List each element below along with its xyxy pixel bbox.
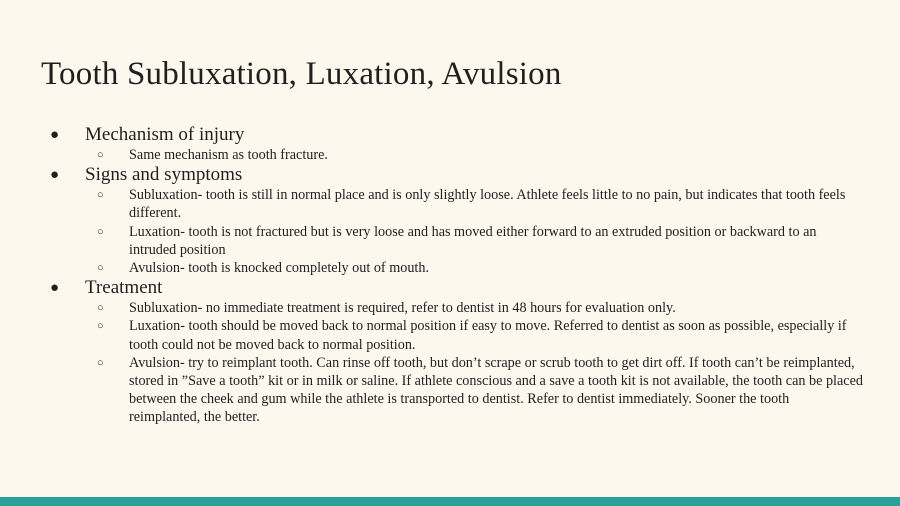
section-heading-text: Signs and symptoms bbox=[85, 164, 243, 186]
list-item bbox=[44, 317, 864, 353]
bullet-icon: ● bbox=[50, 127, 60, 143]
sub-bullet-icon: ○ bbox=[97, 189, 104, 202]
sub-bullet-icon: ○ bbox=[97, 225, 104, 238]
slide-body bbox=[44, 124, 864, 427]
sub-bullet-icon: ○ bbox=[97, 149, 104, 161]
list-item bbox=[44, 354, 864, 427]
list-item-text: Same mechanism as tooth fracture. bbox=[129, 147, 328, 163]
bullet-icon: ● bbox=[50, 167, 60, 184]
list-item bbox=[44, 223, 864, 259]
sub-bullet-icon: ○ bbox=[97, 302, 104, 315]
section-heading-text: Treatment bbox=[85, 277, 163, 299]
sub-bullet-icon: ○ bbox=[97, 356, 104, 369]
list-item bbox=[44, 259, 864, 277]
list-item bbox=[44, 299, 864, 317]
list-item-text: Subluxation- no immediate treatment is required, refer to dentist in 48 hours for evaluation only. bbox=[129, 300, 676, 317]
list-item bbox=[44, 186, 864, 222]
list-item-text: Subluxation- tooth is still in normal place and is only slightly loose. Athlete feels little to no pain, but indicates that tooth feels different. bbox=[129, 187, 846, 222]
list-item bbox=[44, 146, 864, 164]
section-heading-text: Mechanism of injury bbox=[85, 124, 245, 145]
list-item-text: Avulsion- tooth is knocked completely out of mouth. bbox=[129, 260, 430, 277]
sub-bullet-icon: ○ bbox=[97, 262, 104, 275]
list-item-text: Avulsion- try to reimplant tooth. Can rinse off tooth, but don’t scrape or scrub tooth to get dirt off. If tooth can’t be reimplanted, stored in ”Save a tooth” kit or in milk or saline. If athlete conscious and a save a tooth kit is not available, the tooth can be placed between the cheek and gum while the athlete is transported to dentist. Refer to dentist immediately. Sooner the tooth reimplanted, the better. bbox=[129, 354, 863, 426]
section-heading bbox=[44, 124, 864, 146]
bullet-icon: ● bbox=[50, 280, 60, 297]
section-heading bbox=[44, 164, 864, 186]
sub-bullet-icon: ○ bbox=[97, 320, 104, 333]
accent-bar bbox=[0, 497, 900, 506]
section-heading bbox=[44, 277, 864, 299]
list-item-text: Luxation- tooth is not fractured but is very loose and has moved either forward to an extruded position or backward to an intruded position bbox=[129, 223, 817, 258]
list-item-text: Luxation- tooth should be moved back to normal position if easy to move. Referred to dentist as soon as possible, especially if tooth could not be moved back to normal position. bbox=[129, 318, 847, 353]
slide-title: Tooth Subluxation, Luxation, Avulsion bbox=[41, 56, 562, 92]
